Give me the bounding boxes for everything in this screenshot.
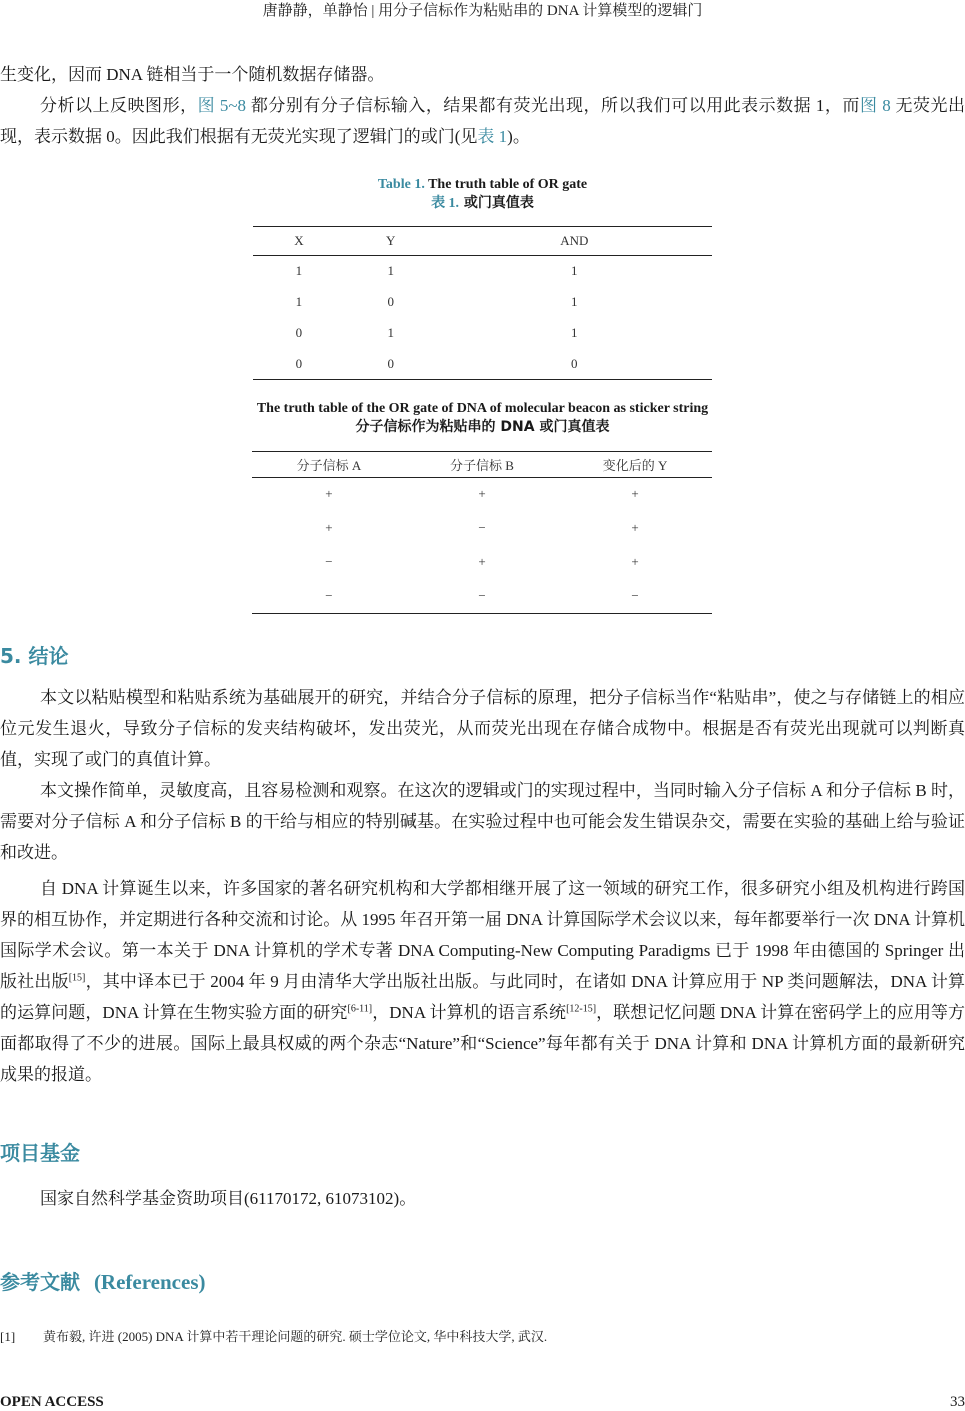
cell: − [478,587,486,603]
cell: + [631,486,639,502]
cell: 0 [387,355,394,371]
p3-text-b: ，其中译本已于 2004 年 9 月由清华大学出版社出版。与此同时，在诸如 DNA 计算应用于 NP 类问题解法，DNA 计算的运算问题，DNA 计算在生物实验方面的研究 [0,972,965,1022]
dna-or-gate-truth-table [252,451,712,614]
table1-label-en: Table 1. [377,177,425,192]
table-row [253,318,712,349]
table2-title-cn: 分子信标作为粘贴串的 DNA 或门真值表 [355,419,610,435]
cell: 1 [387,325,394,340]
column-header: 分子信标 B [450,458,514,473]
cell: + [631,553,639,569]
column-header: 变化后的 Y [602,458,668,473]
cell: − [325,553,333,569]
p3-text-d: ，联想记忆问题 DNA 计算在密码学上的应用等方面都取得了不少的进展。国际上最具权威的两个杂志“Nature”和“Science”每年都有关于 DNA 计算和 DNA 计算机方面的最新研究成果的报道。 [0,1003,965,1084]
intro-text-a: 分析以上反映图形， [40,96,198,115]
intro-text-c: 无荧光出现，表示数据 0。因此我们根据有无荧光实现了逻辑门的或门(见 [0,96,965,146]
running-head: 唐静静，单静怡 | 用分子信标作为粘贴串的 DNA 计算模型的逻辑门 [262,3,703,19]
table-row [253,256,712,287]
table-row [252,478,712,511]
figure-8-link[interactable]: 图 8 [859,96,891,115]
cell: 1 [571,325,578,340]
table1-label-cn: 表 1. [431,196,460,211]
table1-caption-cn [0,194,965,213]
table-row [253,287,712,318]
table-row [252,545,712,579]
intro-paragraph [0,90,965,152]
reference-number: [1] [0,1329,16,1344]
cell: + [478,486,486,502]
column-header: AND [560,233,589,248]
cell: 1 [571,294,578,309]
section-heading-funding: 项目基金 [0,1141,80,1165]
table1-caption-en [0,175,965,194]
cell: 1 [295,263,303,279]
cell: − [478,519,486,535]
cell: − [325,587,333,603]
intro-text-d: )。 [507,127,530,146]
p3-text-c: ，DNA 计算机的语言系统 [372,1003,567,1022]
figure-5-8-link[interactable]: 图 5~8 [197,96,247,115]
cell: + [631,519,639,535]
table2-caption-en: The truth table of the OR gate of DNA of molecular beacon as sticker string [256,401,709,416]
conclusion-paragraph-3 [0,873,965,1090]
section-heading-references [0,1266,205,1295]
table-row [253,349,712,380]
section-heading-conclusion: 5. 结论 [0,644,69,668]
citation[interactable]: [12-15] [566,1003,597,1015]
citation[interactable]: [6-11] [347,1003,373,1015]
table1-title-cn: 或门真值表 [459,195,534,211]
column-header: Y [386,233,396,248]
funding-text: 国家自然科学基金资助项目(61170172, 61073102)。 [40,1189,417,1208]
reference-text: 黄布毅, 许进 (2005) DNA 计算中若干理论问题的研究. 硕士学位论文, 华中科技大学, 武汉. [43,1329,548,1344]
or-gate-truth-table [253,226,712,380]
table1-title-en: The truth table of OR gate [424,177,588,192]
citation[interactable]: [15] [68,972,86,984]
page-number: 33 [950,1394,965,1410]
cell: + [325,486,333,502]
table-row [252,579,712,614]
cell: 1 [295,294,303,309]
references-heading-cn: 参考文献 [0,1270,80,1294]
table-1-link[interactable]: 表 1 [477,127,508,146]
cell: 0 [387,294,394,309]
reference-item [0,1326,547,1345]
conclusion-paragraph-2: 本文操作简单，灵敏度高，且容易检测和观察。在这次的逻辑或门的实现过程中，当同时输入分子信标 A 和分子信标 B 时，需要对分子信标 A 和分子信标 B 的干给与相应的特别碱基。在实验过程中也可能会发生错误杂交，需要在实验的基础上给与验证和改进。 [0,781,965,862]
cell: 0 [571,355,578,371]
column-header: X [294,233,304,248]
conclusion-paragraph-1: 本文以粘贴模型和粘贴系统为基础展开的研究，并结合分子信标的原理，把分子信标当作“粘贴串”，使之与存储链上的相应位元发生退火，导致分子信标的发夹结构破坏，发出荧光，从而荧光出现在存储合成物中。根据是否有荧光出现就可以判断真值，实现了或门的真值计算。 [0,688,965,769]
cell: 1 [571,263,578,279]
cell: + [325,519,333,535]
cell: + [478,553,486,569]
p3-text-a: 自 DNA 计算诞生以来，许多国家的著名研究机构和大学都相继开展了这一领域的研究工作，很多研究小组及机构进行跨国界的相互协作，并定期进行各种交流和讨论。从 1995 年召开第一届 DNA 计算国际学术会议以来，每年都要举行一次 DNA 计算机国际学术会议。第一本关于 DNA 计算机的学术专著 DNA Computing-New Computing Paradigms 已于 1998 年由德国的 Springer 出版社出版 [0,879,965,991]
intro-text-b: 都分别有分子信标输入，结果都有荧光出现，所以我们可以用此表示数据 1，而 [246,96,860,115]
open-access-label: OPEN ACCESS [0,1394,104,1410]
cell: 1 [387,263,394,279]
references-heading-en: (References) [93,1270,206,1294]
cell: 0 [295,355,303,371]
column-header: 分子信标 A [296,458,362,473]
cell: − [631,587,639,603]
table-row [252,511,712,545]
intro-line: 生变化，因而 DNA 链相当于一个随机数据存储器。 [0,65,385,84]
cell: 0 [295,325,303,340]
table2-caption-cn [0,418,965,437]
